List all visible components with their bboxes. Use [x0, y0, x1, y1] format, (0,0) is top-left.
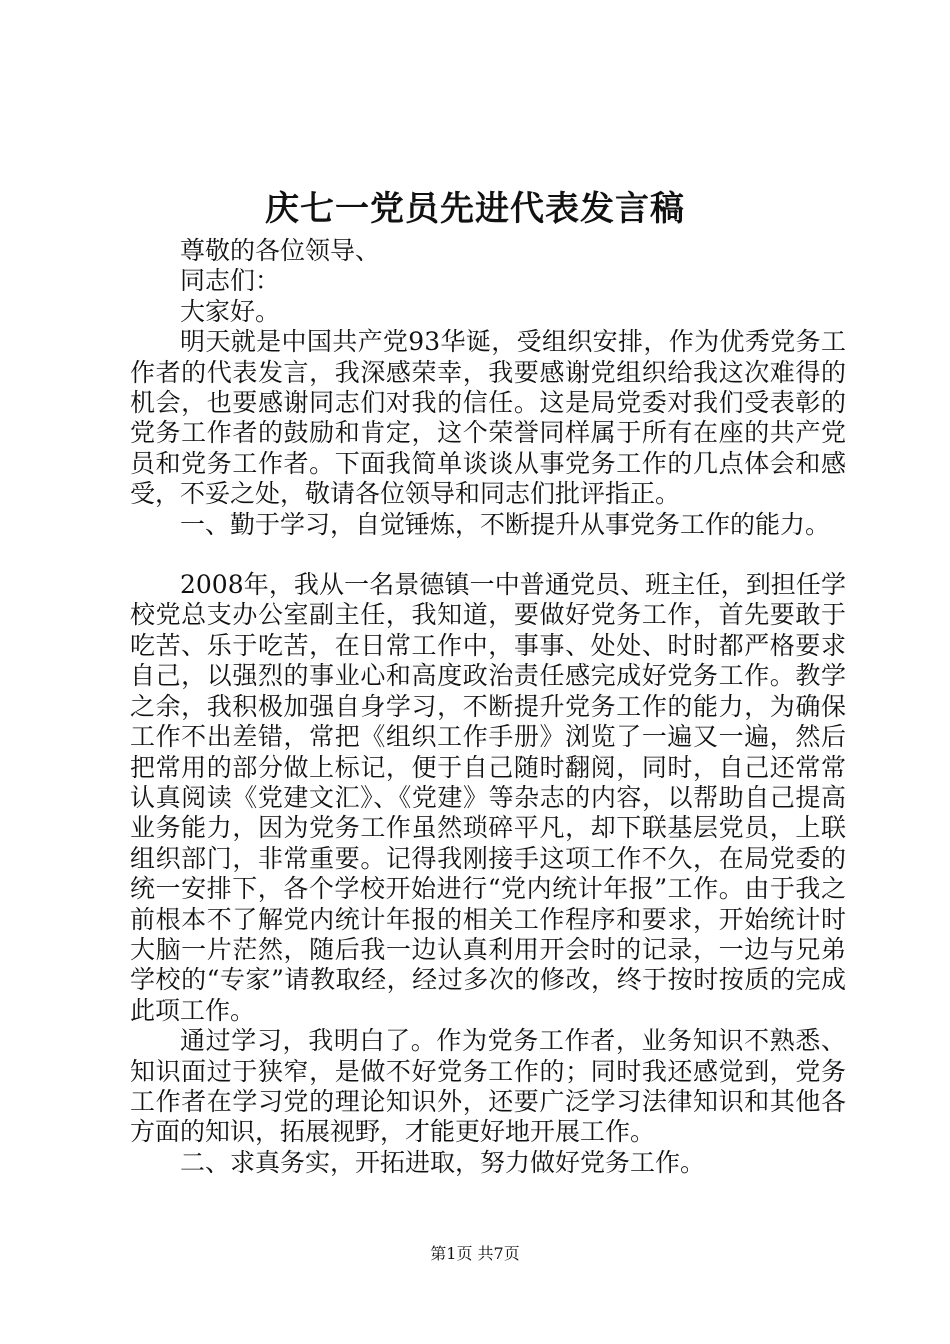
section-heading-1: 一、勤于学习，自觉锤炼，不断提升从事党务工作的能力。: [180, 509, 831, 539]
document-title: 庆七一党员先进代表发言稿: [265, 189, 685, 229]
body-paragraph-2008: 2008年，我从一名景德镇一中普通党员、班主任，到担任学校党总支办公室副主任，我知道，要做好党务工作，首先要敢于吃苦、乐于吃苦，在日常工作中，事事、处处、时时都严格要求自己，以强烈的事业心和高度政治责任感完成好党务工作。教学之余，我积极加强自身学习，不断提升党务工作的能力，为确保工作不出差错，常把《组织工作手册》浏览了一遍又一遍，然后把常用的部分做上标记，便于自己随时翻阅，同时，自己还常常认真阅读《党建文汇》、《党建》等杂志的内容，以帮助自己提高业务能力，因为党务工作虽然琐碎平凡，却下联基层党员，上联组织部门，非常重要。记得我刚接手这项工作不久，在局党委的统一安排下，各个学校开始进行“党内统计年报”工作。由于我之前根本不了解党内统计年报的相关工作程序和要求，开始统计时大脑一片茫然，随后我一边认真利用开会时的记录，一边与兄弟学校的“专家”请教取经，经过多次的修改，终于按时按质的完成此项工作。: [130, 570, 846, 1025]
intro-paragraph: 明天就是中国共产党93华诞，受组织安排，作为优秀党务工作者的代表发言，我深感荣幸，我要感谢党组织给我这次难得的机会，也要感谢同志们对我的信任。这是局党委对我们受表彰的党务工作者的鼓励和肯定，这个荣誉同样属于所有在座的共产党员和党务工作者。下面我简单谈谈从事党务工作的几点体会和感受，不妥之处，敬请各位领导和同志们批评指正。: [130, 327, 846, 509]
page-footer: 第1页 共7页: [430, 1244, 520, 1263]
salutation-line-2: 同志们：: [180, 266, 281, 296]
salutation-line-1: 尊敬的各位领导、: [180, 236, 381, 265]
document-body: [130, 236, 846, 1178]
body-paragraph-learning: 通过学习，我明白了。作为党务工作者，业务知识不熟悉、知识面过于狭窄，是做不好党务工作的；同时我还感觉到，党务工作者在学习党的理论知识外，还要广泛学习法律知识和其他各方面的知识，拓展视野，才能更好地开展工作。: [130, 1026, 846, 1147]
greeting-line: 大家好。: [180, 296, 281, 326]
section-heading-2: 二、求真务实，开拓进取，努力做好党务工作。: [180, 1147, 706, 1177]
